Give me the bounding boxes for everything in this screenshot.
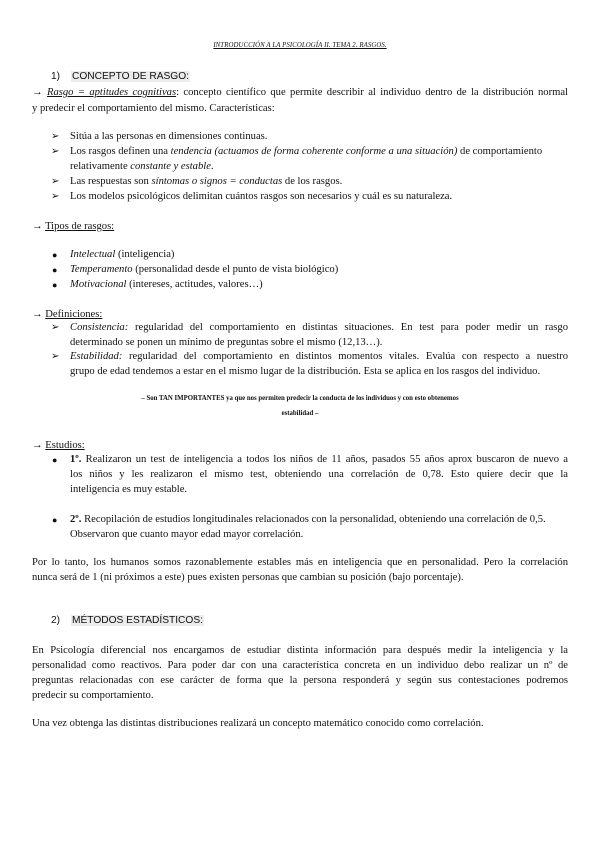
definition-term: Consistencia: [70,322,129,333]
type-description: (intereses, actitudes, valores…) [126,279,263,290]
methods-paragraph-line-1: En Psicología diferencial nos encargamos de estudiar distinta información para después medir la inteligencia y la [32,645,568,656]
type-temperamento [70,264,338,275]
definition-consistencia-line-1 [70,322,568,333]
conclusion-line-1: Por lo tanto, los humanos somos razonablemente estables más en inteligencia que en personalidad. Pero la correlación [32,557,568,568]
bullet-dot-icon: ● [52,280,58,290]
characteristic-2-text: Los rasgos definen una [70,146,171,157]
arrow-bullet-icon: ➢ [51,176,60,187]
characteristic-1: Sitúa a las personas en dimensiones continuas. [70,131,268,142]
study-text: Recopilación de estudios longitudinales relacionados con la personalidad, obteniendo una correlación de 0,5. [81,514,546,525]
rasgo-definition-line-2: y predecir el comportamiento del mismo. Características: [32,103,275,114]
characteristic-3-text: Las respuestas son [70,176,152,187]
type-term: Temperamento [70,264,133,275]
section-1-heading: CONCEPTO DE RASGO: [72,71,189,82]
definitions-heading-label: Definiciones: [45,309,103,320]
methods-paragraph-line-2: personalidad como reactivos. Para poder dar con una característica concreta en un individuo debo realizar un nº de [32,660,568,671]
definition-text: regularidad del comportamiento en distintos momentos vitales. Evalúa con respecto a nuestro [122,351,568,362]
arrow-bullet-icon: ➢ [51,351,60,362]
study-number: 2º. [70,514,82,525]
characteristic-2-period: . [210,161,214,172]
characteristic-2-emphasis: tendencia (actuamos de forma coherente conforme a una situación) [170,146,458,157]
type-motivacional [70,279,263,290]
characteristic-4: Los modelos psicológicos delimitan cuántos rasgos son necesarios y cuál es su naturaleza. [70,191,453,202]
arrow-glyph: → [32,221,43,232]
type-description: (inteligencia) [115,249,175,260]
study-1-line-2: los niños y les realizaron el mismo test, obteniendo una correlación de 0,78. Esto quiere decir que la [70,469,568,480]
characteristic-2-emphasis: constante y estable [130,161,211,172]
conclusion-line-2: nunca será de 1 (ni próximos a este) pues existen personas que cambian su posición (bajo porcentaje). [32,572,464,583]
characteristic-2-text-end: de comportamiento [457,146,543,157]
rasgo-definition-line-1 [32,87,568,98]
type-description: (personalidad desde el punto de vista biológico) [132,264,339,275]
characteristic-2-line-2 [70,161,214,172]
arrow-bullet-icon: ➢ [51,146,60,157]
studies-heading-label: Estudios: [45,440,85,451]
rasgo-term: Rasgo = aptitudes cognitivas [46,87,177,98]
importance-note-line-2: estabilidad – [281,410,319,417]
arrow-bullet-icon: ➢ [51,191,60,202]
importance-note-line-1: – Son TAN IMPORTANTES ya que nos permiten predecir la conducta de los individuos y con esto obtenemos [141,395,459,402]
bullet-dot-icon: ● [52,265,58,275]
studies-heading [32,440,85,451]
page-title: INTRODUCCIÓN A LA PSICOLOGÍA II. TEMA 2. RASGOS. [213,42,387,49]
section-2-heading: MÉTODOS ESTADÍSTICOS: [72,615,203,626]
type-term: Motivacional [70,279,127,290]
arrow-glyph: → [32,440,43,451]
arrow-bullet-icon: ➢ [51,322,60,333]
methods-paragraph-line-3: preguntas relacionadas con ese carácter de forma que la persona responderá y según sus contestaciones podremos [32,675,568,686]
study-2-line-1 [70,514,546,525]
study-2-line-2: Observaron que cuanto mayor edad mayor correlación. [70,529,304,540]
definition-text: regularidad del comportamiento en distintas situaciones. En test para poder medir un rasgo [128,322,568,333]
types-heading [32,221,114,232]
correlation-paragraph: Una vez obtenga las distintas distribuciones realizará un concepto matemático conocido como correlación. [32,718,484,729]
rasgo-definition-text: : concepto científico que permite describir al individuo dentro de la distribución normal [176,87,568,98]
characteristic-3-text-end: de los rasgos. [282,176,343,187]
bullet-dot-icon: ● [52,515,58,525]
definition-consistencia-line-2: determinado se ponen un mínimo de preguntas sobre el mismo (12,13…). [70,337,383,348]
study-text: Realizaron un test de inteligencia a todos los niños de 11 años, pasados 55 años aprox buscaron de nuevo a [81,454,568,465]
bullet-dot-icon: ● [52,455,58,465]
section-1-number: 1) [51,71,61,82]
definition-estabilidad-line-1 [70,351,568,362]
arrow-bullet-icon: ➢ [51,131,60,142]
type-intelectual [70,249,174,260]
types-heading-label: Tipos de rasgos: [45,221,115,232]
definition-estabilidad-line-2: grupo de edad tendemos a estar en el mismo lugar de la distribución. Esta se aplica en los rasgos del individuo. [70,366,541,377]
characteristic-2-line-1 [70,146,542,157]
study-1-line-1 [70,454,568,465]
characteristic-3-emphasis: síntomas o signos = conductas [151,176,283,187]
definitions-heading [32,309,102,320]
type-term: Intelectual [70,249,116,260]
study-number: 1º. [70,454,82,465]
arrow-glyph: → [32,309,43,320]
arrow-glyph: → [32,87,43,98]
definition-term: Estabilidad: [70,351,123,362]
study-1-line-3: inteligencia es muy estable. [70,484,188,495]
characteristic-2-text: relativamente [70,161,131,172]
methods-paragraph-line-4: predecir su comportamiento. [32,690,154,701]
section-2-number: 2) [51,615,61,626]
characteristic-3 [70,176,342,187]
bullet-dot-icon: ● [52,250,58,260]
